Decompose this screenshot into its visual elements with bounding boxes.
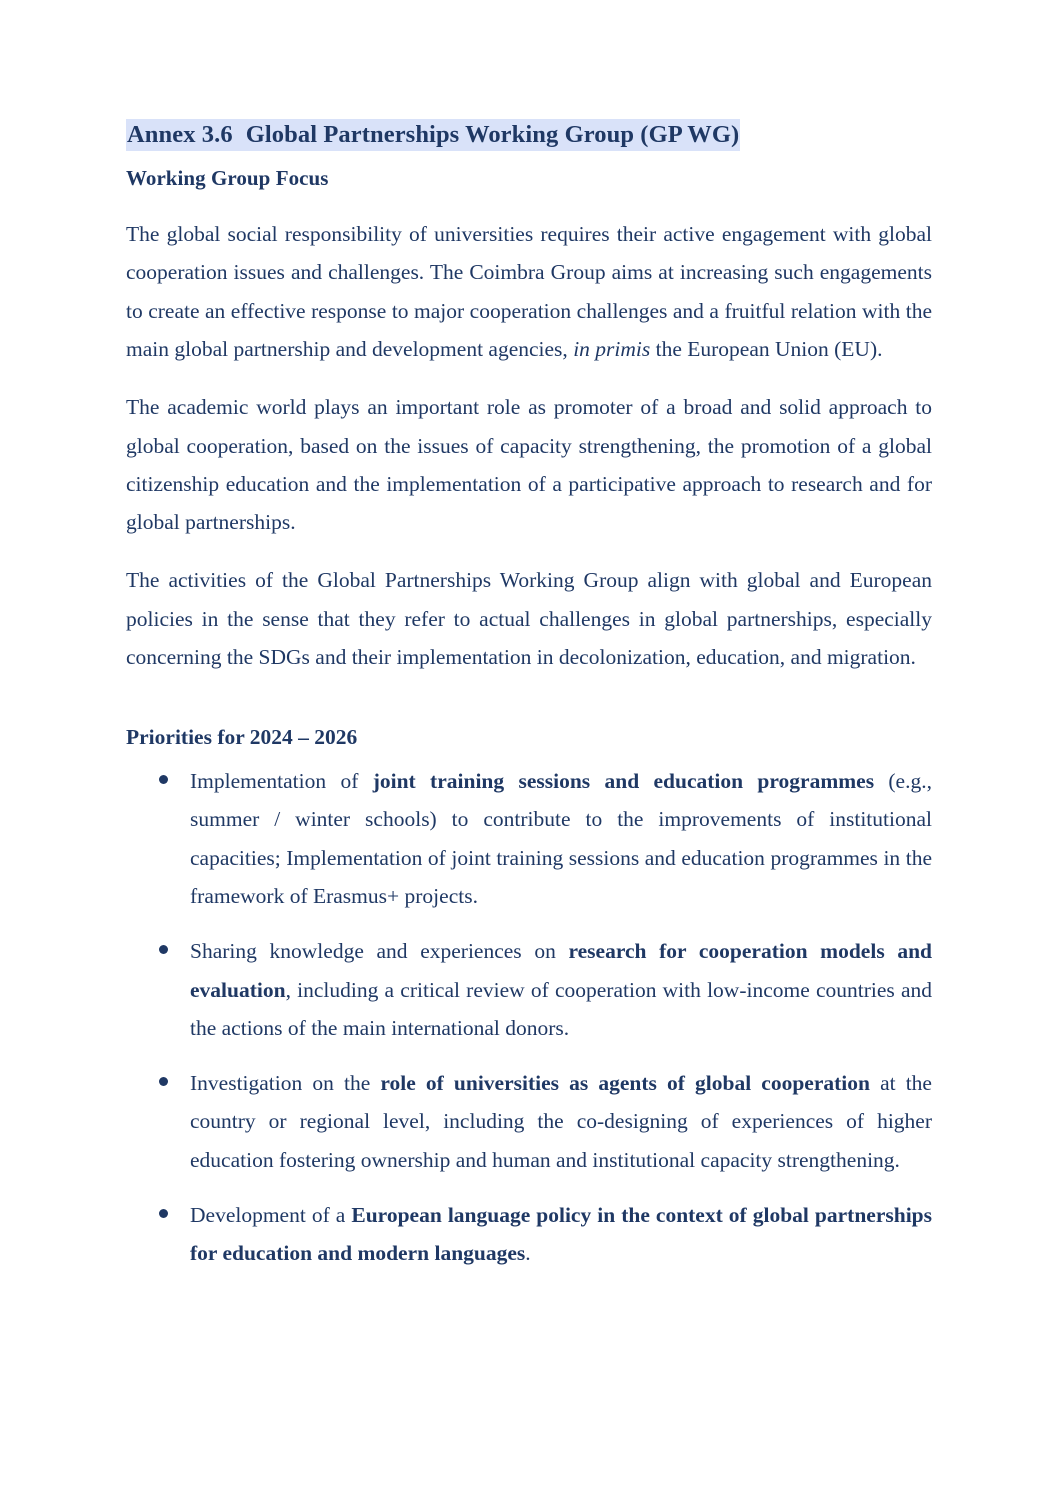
paragraph-activities-alignment: The activities of the Global Partnerships Working Group align with global and European policies in the sense that they refer to actual challenges in global partnerships, especially concerning the SDGs and their implementation in decolonization, education, and migration. [126,568,932,669]
bullet-3-bold: role of universities as agents of global cooperation [380,1071,870,1096]
paragraph-1-italic-term: in primis [573,336,651,361]
annex-heading [126,118,932,152]
bullet-4-lead: Development of a [190,1202,352,1227]
paragraph-1-part-b: the European Union (EU). [650,336,883,361]
bullet-4-bold: European language policy in the context of global partnerships for education and modern languages [190,1202,932,1266]
paragraph-global-social-responsibility [126,215,932,368]
paragraph-1-part-a: The global social responsibility of universities requires their active engagement with global cooperation issues and challenges. The Coimbra Group aims at increasing such engagements to create an effective response to major cooperation challenges and a fruitful relation with the main global partnership and development agencies, [126,222,932,361]
list-item [126,1064,932,1179]
bullet-3-rest: at the country or regional level, including the co-designing of experiences of higher education fostering ownership and human and institutional capacity strengthening. [190,1071,932,1172]
bullet-1-rest: (e.g., summer / winter schools) to contribute to the improvements of institutional capacities; Implementation of joint training sessions and education programmes in the framework of Erasmus+ projects. [190,769,932,908]
annex-heading-highlight [126,119,740,151]
paragraph-academic-world: The academic world plays an important role as promoter of a broad and solid approach to global cooperation, based on the issues of capacity strengthening, the promotion of a global citizenship education and the implementation of a participative approach to research and for global partnerships. [126,395,932,535]
bullet-2-lead: Sharing knowledge and experiences on [190,939,569,964]
annex-title: Global Partnerships Working Group (GP WG) [245,121,740,148]
bullet-point-icon [159,1077,168,1086]
bullet-4-rest: . [525,1241,531,1266]
annex-number: Annex 3.6 [127,121,233,148]
list-item [126,762,932,915]
document-content [126,118,932,1272]
bullet-2-bold: research for cooperation models and evaluation [190,939,932,1002]
priorities-list [126,762,932,1272]
list-item [126,1196,932,1273]
bullet-3-lead: Investigation on the [190,1071,381,1096]
bullet-point-icon [159,775,168,784]
list-item [126,932,932,1047]
priorities-heading: Priorities for 2024 – 2026 [126,725,358,750]
bullet-point-icon [159,1209,168,1218]
bullet-2-rest: , including a critical review of cooperation with low-income countries and the actions of the main international donors. [190,977,932,1040]
bullet-1-bold: joint training sessions and education programmes [372,769,875,794]
bullet-point-icon [159,945,168,954]
bullet-1-lead: Implementation of [190,769,373,794]
working-group-focus-heading: Working Group Focus [126,165,329,190]
